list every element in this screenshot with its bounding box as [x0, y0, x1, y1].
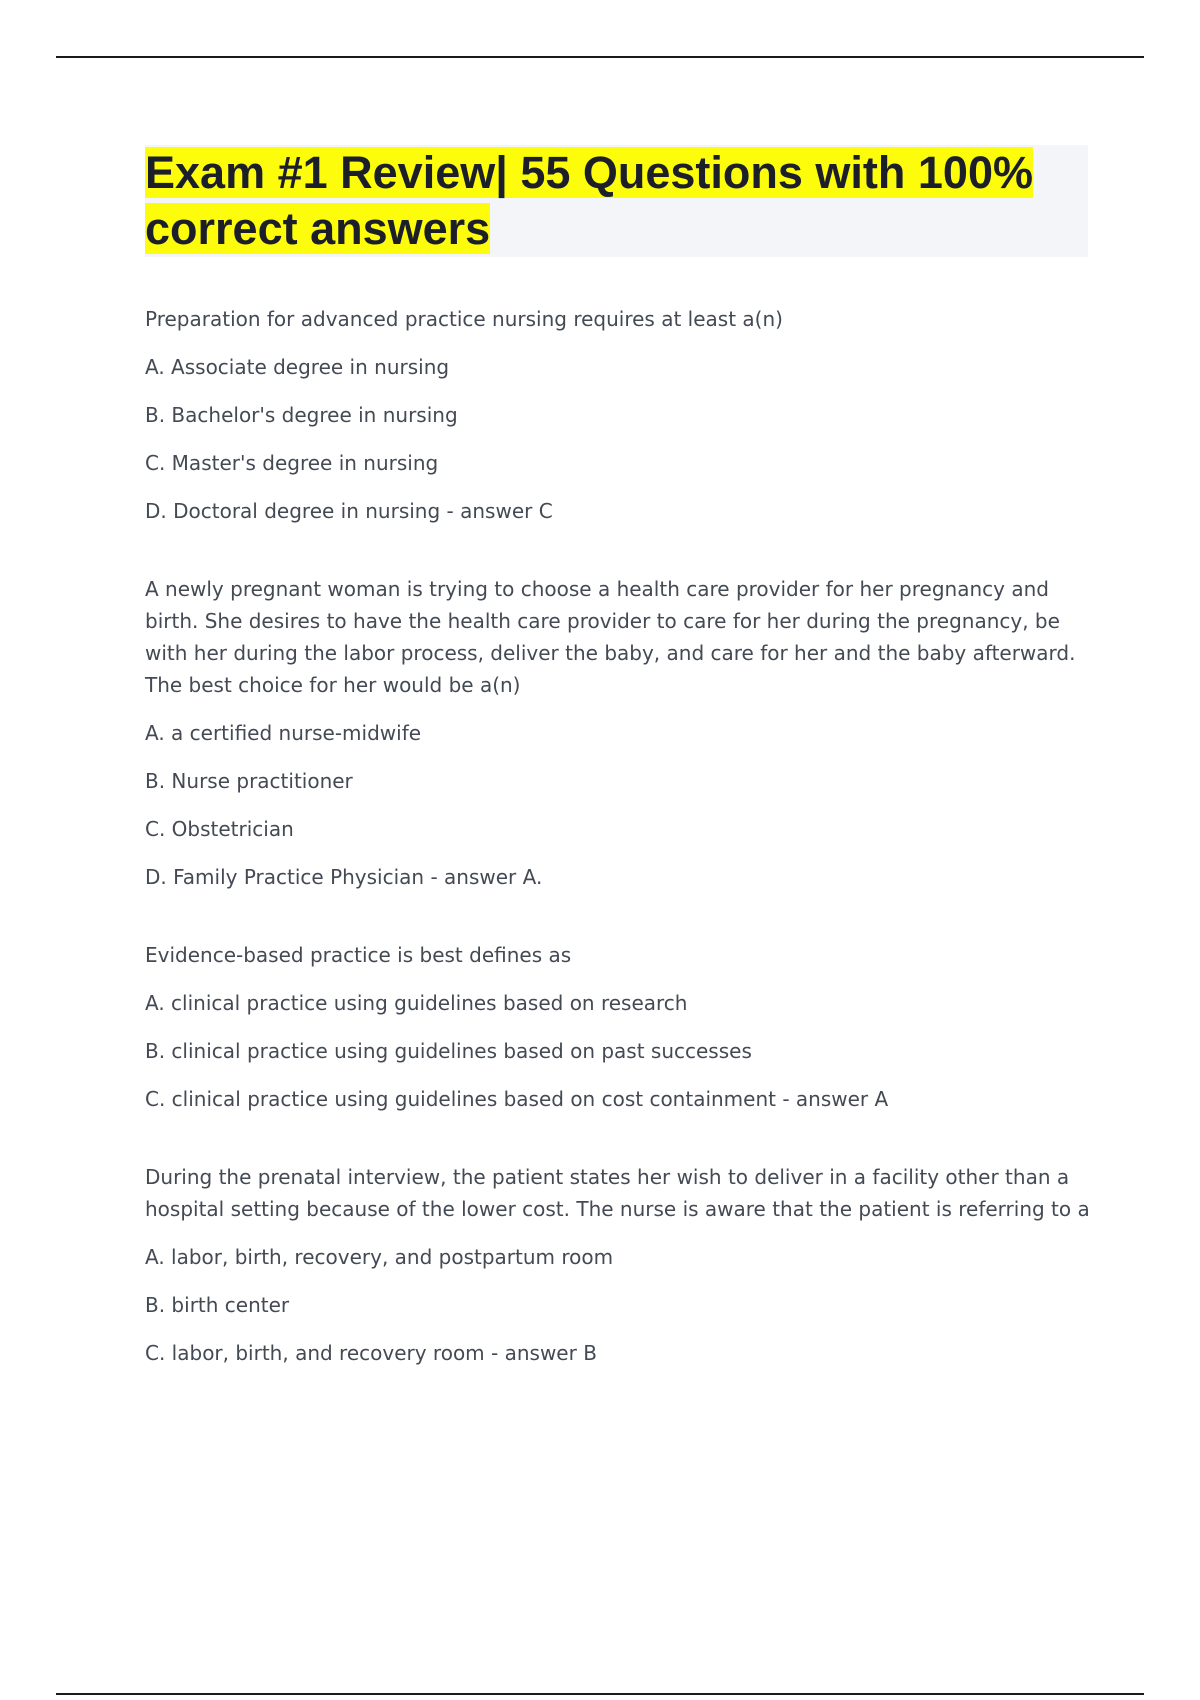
- document-title-highlight: Exam #1 Review| 55 Questions with 100% correct answers: [145, 147, 1033, 254]
- answer-option: B. Bachelor's degree in nursing: [145, 403, 458, 427]
- question-stem: A newly pregnant woman is trying to choose a health care provider for her pregnancy and birth. She desires to have the health care provider to care for her during the pregnancy, be with her during the labor process, deliver the baby, and care for her and the baby afterward. The best choice for her would be a(n): [145, 577, 1076, 697]
- answer-option: A. clinical practice using guidelines based on research: [145, 991, 688, 1015]
- answer-option: A. a certified nurse-midwife: [145, 721, 422, 745]
- question-stem: During the prenatal interview, the patient states her wish to deliver in a facility other than a hospital setting because of the lower cost. The nurse is aware that the patient is referring to a: [145, 1165, 1090, 1221]
- answer-option: B. birth center: [145, 1293, 290, 1317]
- answer-option: A. labor, birth, recovery, and postpartum room: [145, 1245, 614, 1269]
- answer-option: B. Nurse practitioner: [145, 769, 353, 793]
- question-1: [145, 303, 1090, 527]
- answer-option: B. clinical practice using guidelines based on past successes: [145, 1039, 752, 1063]
- header-rule: [56, 56, 1144, 58]
- document-title: [145, 145, 1088, 257]
- question-stem: Preparation for advanced practice nursing requires at least a(n): [145, 307, 783, 331]
- answer-option: C. labor, birth, and recovery room - answer B: [145, 1341, 597, 1365]
- question-stem: Evidence-based practice is best defines as: [145, 943, 572, 967]
- answer-option: D. Doctoral degree in nursing - answer C: [145, 499, 553, 523]
- answer-option: C. clinical practice using guidelines based on cost containment - answer A: [145, 1087, 889, 1111]
- title-block: [145, 145, 1088, 257]
- question-3: [145, 939, 1090, 1115]
- answer-option: C. Obstetrician: [145, 817, 294, 841]
- question-2: [145, 573, 1090, 893]
- question-4: [145, 1161, 1090, 1369]
- footer-rule: [56, 1693, 1144, 1695]
- answer-option: D. Family Practice Physician - answer A.: [145, 865, 543, 889]
- answer-option: C. Master's degree in nursing: [145, 451, 439, 475]
- question-list: [145, 303, 1090, 1415]
- answer-option: A. Associate degree in nursing: [145, 355, 450, 379]
